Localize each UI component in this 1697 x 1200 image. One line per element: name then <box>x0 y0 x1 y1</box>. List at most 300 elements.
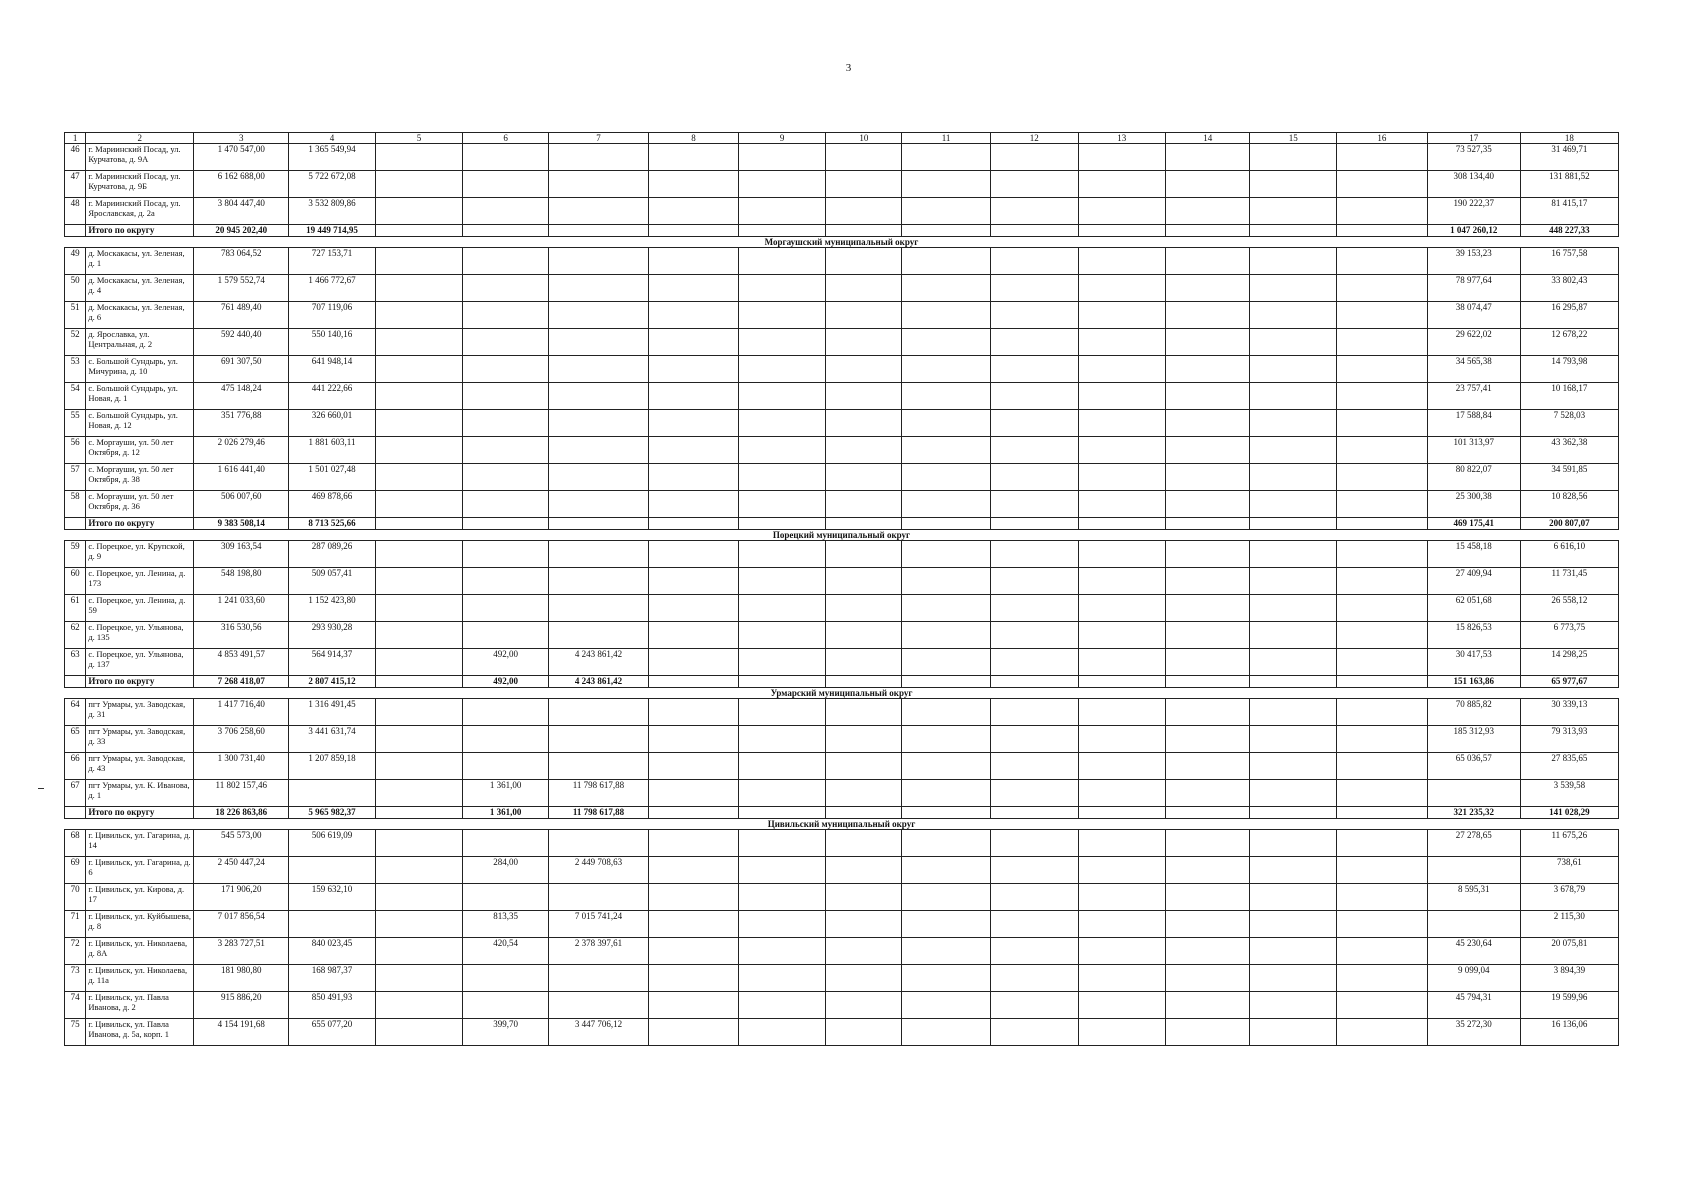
republic-budget-cell: 190 222,37 <box>1427 198 1520 225</box>
republic-budget-cell: 70 885,82 <box>1427 699 1520 726</box>
empty-cell <box>902 649 991 676</box>
empty-cell <box>902 676 991 688</box>
empty-cell <box>826 595 902 622</box>
empty-cell <box>1166 518 1250 530</box>
empty-cell <box>990 144 1078 171</box>
row-number: 46 <box>65 144 86 171</box>
row-number: 64 <box>65 699 86 726</box>
republic-budget-cell: 101 313,97 <box>1427 437 1520 464</box>
fund-cell: 469 878,66 <box>289 491 376 518</box>
row-number: 48 <box>65 198 86 225</box>
total-cost-cell: 181 980,80 <box>194 965 289 992</box>
empty-cell <box>826 225 902 237</box>
address-cell: с. Порецкое, ул. Ленина, д. 59 <box>86 595 194 622</box>
empty-cell <box>902 622 991 649</box>
area-cell <box>463 830 548 857</box>
empty-cell <box>1250 699 1337 726</box>
empty-cell <box>990 884 1078 911</box>
empty-cell <box>1166 171 1250 198</box>
area-cell <box>463 568 548 595</box>
republic-budget-cell: 45 230,64 <box>1427 938 1520 965</box>
address-cell: д. Москакасы, ул. Зеленая, д. 4 <box>86 275 194 302</box>
fund-cell: 5 965 982,37 <box>289 807 376 819</box>
empty-cell <box>1250 275 1337 302</box>
empty-cell <box>826 992 902 1019</box>
local-budget-cell: 16 295,87 <box>1520 302 1618 329</box>
cost-cell <box>548 464 648 491</box>
empty-cell <box>902 1019 991 1046</box>
empty-cell <box>1166 780 1250 807</box>
empty-cell <box>1166 275 1250 302</box>
empty-cell <box>375 649 463 676</box>
empty-cell <box>902 383 991 410</box>
area-cell <box>463 965 548 992</box>
empty-cell <box>1250 518 1337 530</box>
empty-cell <box>990 753 1078 780</box>
row-number: 55 <box>65 410 86 437</box>
table-row <box>65 830 1619 857</box>
cost-cell: 11 798 617,88 <box>548 780 648 807</box>
address-cell: пгт Урмары, ул. Заводская, д. 33 <box>86 726 194 753</box>
district-title: Моргаушский муниципальный округ <box>65 237 1619 248</box>
table-row <box>65 649 1619 676</box>
empty-cell <box>738 884 826 911</box>
table-row <box>65 884 1619 911</box>
empty-cell <box>990 437 1078 464</box>
total-cost-cell: 18 226 863,86 <box>194 807 289 819</box>
republic-budget-cell: 73 527,35 <box>1427 144 1520 171</box>
local-budget-cell: 19 599,96 <box>1520 992 1618 1019</box>
empty-cell <box>1078 857 1166 884</box>
empty-cell <box>1336 857 1427 884</box>
empty-cell <box>826 198 902 225</box>
empty-cell <box>649 541 739 568</box>
republic-budget-cell: 9 099,04 <box>1427 965 1520 992</box>
total-cost-cell: 351 776,88 <box>194 410 289 437</box>
empty-cell <box>738 938 826 965</box>
total-label: Итого по округу <box>86 676 194 688</box>
empty-cell <box>375 198 463 225</box>
empty-cell <box>1166 198 1250 225</box>
empty-cell <box>990 541 1078 568</box>
total-cost-cell: 2 026 279,46 <box>194 437 289 464</box>
empty-cell <box>375 965 463 992</box>
empty-cell <box>990 830 1078 857</box>
empty-cell <box>375 144 463 171</box>
row-number: 49 <box>65 248 86 275</box>
row-number: 54 <box>65 383 86 410</box>
empty-cell <box>1166 595 1250 622</box>
row-number: 71 <box>65 911 86 938</box>
area-cell <box>463 541 548 568</box>
empty-cell <box>649 437 739 464</box>
empty-cell <box>1336 699 1427 726</box>
local-budget-cell: 14 298,25 <box>1520 649 1618 676</box>
empty-cell <box>649 992 739 1019</box>
empty-cell <box>738 144 826 171</box>
empty-cell <box>738 649 826 676</box>
empty-cell <box>649 595 739 622</box>
republic-budget-cell: 80 822,07 <box>1427 464 1520 491</box>
total-cost-cell: 1 241 033,60 <box>194 595 289 622</box>
district-title: Урмарский муниципальный округ <box>65 688 1619 699</box>
table-row <box>65 437 1619 464</box>
total-cost-cell: 548 198,80 <box>194 568 289 595</box>
total-cost-cell: 1 417 716,40 <box>194 699 289 726</box>
republic-budget-cell: 35 272,30 <box>1427 1019 1520 1046</box>
district-section-row <box>65 819 1619 830</box>
empty-cell <box>375 568 463 595</box>
cost-cell <box>548 595 648 622</box>
area-cell <box>463 302 548 329</box>
empty-cell <box>990 225 1078 237</box>
area-cell <box>463 622 548 649</box>
table-row <box>65 275 1619 302</box>
empty-cell <box>738 491 826 518</box>
empty-cell <box>1078 753 1166 780</box>
empty-cell <box>375 676 463 688</box>
fund-cell: 3 441 631,74 <box>289 726 376 753</box>
fund-cell: 1 501 027,48 <box>289 464 376 491</box>
empty-cell <box>738 780 826 807</box>
empty-cell <box>1250 225 1337 237</box>
empty-cell <box>1250 992 1337 1019</box>
empty-cell <box>1336 356 1427 383</box>
republic-budget-cell <box>1427 780 1520 807</box>
empty-cell <box>375 464 463 491</box>
empty-cell <box>1336 676 1427 688</box>
cost-cell <box>548 144 648 171</box>
cost-cell <box>548 437 648 464</box>
empty-cell <box>826 699 902 726</box>
republic-budget-cell: 308 134,40 <box>1427 171 1520 198</box>
district-section-row <box>65 237 1619 248</box>
empty-cell <box>902 171 991 198</box>
district-section-row <box>65 530 1619 541</box>
empty-cell <box>1166 649 1250 676</box>
fund-cell: 550 140,16 <box>289 329 376 356</box>
empty-cell <box>1250 171 1337 198</box>
empty-cell <box>1078 248 1166 275</box>
empty-cell <box>1078 1019 1166 1046</box>
empty-cell <box>1336 225 1427 237</box>
total-cost-cell: 1 616 441,40 <box>194 464 289 491</box>
empty-cell <box>990 464 1078 491</box>
table-body <box>65 133 1619 1046</box>
address-cell: г. Цивильск, ул. Николаева, д. 11а <box>86 965 194 992</box>
row-number: 52 <box>65 329 86 356</box>
empty-cell <box>375 884 463 911</box>
empty-cell <box>1078 622 1166 649</box>
empty-cell <box>1250 491 1337 518</box>
empty-cell <box>1250 568 1337 595</box>
empty-cell <box>1166 938 1250 965</box>
district-total-row <box>65 225 1619 237</box>
empty-cell <box>1250 938 1337 965</box>
empty-cell <box>1336 437 1427 464</box>
empty-cell <box>738 965 826 992</box>
empty-cell <box>375 911 463 938</box>
total-cost-cell: 783 064,52 <box>194 248 289 275</box>
empty-cell <box>375 518 463 530</box>
empty-cell <box>1078 437 1166 464</box>
empty-cell <box>375 329 463 356</box>
fund-cell: 1 207 859,18 <box>289 753 376 780</box>
empty-cell <box>990 410 1078 437</box>
table-row <box>65 568 1619 595</box>
empty-cell <box>1078 965 1166 992</box>
empty-cell <box>738 198 826 225</box>
empty-cell <box>649 329 739 356</box>
table-row <box>65 595 1619 622</box>
empty-cell <box>826 726 902 753</box>
total-cost-cell: 545 573,00 <box>194 830 289 857</box>
cost-cell: 4 243 861,42 <box>548 676 648 688</box>
cost-cell <box>548 622 648 649</box>
empty-cell <box>1166 410 1250 437</box>
empty-cell <box>1336 595 1427 622</box>
area-cell: 284,00 <box>463 857 548 884</box>
column-number: 12 <box>990 133 1078 144</box>
empty-cell <box>826 383 902 410</box>
address-cell: с. Большой Сундырь, ул. Новая, д. 1 <box>86 383 194 410</box>
empty-cell <box>902 198 991 225</box>
column-number: 7 <box>548 133 648 144</box>
district-title: Порецкий муниципальный округ <box>65 530 1619 541</box>
empty-cell <box>375 1019 463 1046</box>
empty-cell <box>649 518 739 530</box>
total-cost-cell: 691 307,50 <box>194 356 289 383</box>
table-row <box>65 753 1619 780</box>
total-cost-cell: 7 268 418,07 <box>194 676 289 688</box>
republic-budget-cell: 45 794,31 <box>1427 992 1520 1019</box>
fund-cell: 1 881 603,11 <box>289 437 376 464</box>
empty-cell <box>1078 726 1166 753</box>
empty-cell <box>990 568 1078 595</box>
area-cell <box>463 726 548 753</box>
address-cell: г. Цивильск, ул. Куйбышева, д. 8 <box>86 911 194 938</box>
empty-cell <box>826 275 902 302</box>
total-cost-cell: 7 017 856,54 <box>194 911 289 938</box>
empty-cell <box>1250 649 1337 676</box>
cost-cell <box>548 726 648 753</box>
row-number: 63 <box>65 649 86 676</box>
empty-cell <box>1336 518 1427 530</box>
empty-cell <box>1166 726 1250 753</box>
address-cell: д. Москакасы, ул. Зеленая, д. 6 <box>86 302 194 329</box>
cost-cell <box>548 753 648 780</box>
empty-cell <box>375 992 463 1019</box>
total-cost-cell: 506 007,60 <box>194 491 289 518</box>
empty-cell <box>1250 437 1337 464</box>
local-budget-cell: 26 558,12 <box>1520 595 1618 622</box>
table-row <box>65 171 1619 198</box>
empty-cell <box>826 410 902 437</box>
area-cell <box>463 144 548 171</box>
table-row <box>65 938 1619 965</box>
empty-cell <box>738 437 826 464</box>
local-budget-cell: 738,61 <box>1520 857 1618 884</box>
area-cell <box>463 171 548 198</box>
empty-cell <box>1078 491 1166 518</box>
republic-budget-cell: 25 300,38 <box>1427 491 1520 518</box>
column-number: 13 <box>1078 133 1166 144</box>
empty-cell <box>65 807 86 819</box>
fund-cell: 641 948,14 <box>289 356 376 383</box>
local-budget-cell: 14 793,98 <box>1520 356 1618 383</box>
empty-cell <box>1166 437 1250 464</box>
table-row <box>65 965 1619 992</box>
total-cost-cell: 3 283 727,51 <box>194 938 289 965</box>
empty-cell <box>1336 938 1427 965</box>
empty-cell <box>649 144 739 171</box>
address-cell: г. Цивильск, ул. Гагарина, д. 14 <box>86 830 194 857</box>
address-cell: пгт Урмары, ул. Заводская, д. 43 <box>86 753 194 780</box>
empty-cell <box>1166 1019 1250 1046</box>
area-cell <box>463 329 548 356</box>
empty-cell <box>902 884 991 911</box>
area-cell: 399,70 <box>463 1019 548 1046</box>
local-budget-cell: 65 977,67 <box>1520 676 1618 688</box>
empty-cell <box>375 383 463 410</box>
local-budget-cell: 6 616,10 <box>1520 541 1618 568</box>
empty-cell <box>738 726 826 753</box>
empty-cell <box>738 911 826 938</box>
empty-cell <box>1336 491 1427 518</box>
local-budget-cell: 16 757,58 <box>1520 248 1618 275</box>
fund-cell <box>289 911 376 938</box>
empty-cell <box>990 275 1078 302</box>
address-cell: д. Ярославка, ул. Центральная, д. 2 <box>86 329 194 356</box>
cost-cell <box>548 356 648 383</box>
empty-cell <box>1078 518 1166 530</box>
empty-cell <box>990 992 1078 1019</box>
empty-cell <box>990 491 1078 518</box>
empty-cell <box>1250 753 1337 780</box>
empty-cell <box>375 807 463 819</box>
row-number: 58 <box>65 491 86 518</box>
local-budget-cell: 33 802,43 <box>1520 275 1618 302</box>
empty-cell <box>1336 911 1427 938</box>
empty-cell <box>902 356 991 383</box>
cost-cell: 3 447 706,12 <box>548 1019 648 1046</box>
empty-cell <box>902 911 991 938</box>
local-budget-cell: 34 591,85 <box>1520 464 1618 491</box>
empty-cell <box>902 541 991 568</box>
address-cell: г. Мариинский Посад, ул. Ярославская, д. 2а <box>86 198 194 225</box>
column-number: 10 <box>826 133 902 144</box>
empty-cell <box>649 726 739 753</box>
empty-cell <box>1336 275 1427 302</box>
empty-cell <box>1336 248 1427 275</box>
empty-cell <box>902 992 991 1019</box>
empty-cell <box>990 356 1078 383</box>
empty-cell <box>1078 464 1166 491</box>
total-label: Итого по округу <box>86 225 194 237</box>
table-row <box>65 329 1619 356</box>
local-budget-cell: 141 028,29 <box>1520 807 1618 819</box>
total-cost-cell: 20 945 202,40 <box>194 225 289 237</box>
empty-cell <box>826 965 902 992</box>
area-cell <box>463 992 548 1019</box>
total-cost-cell: 9 383 508,14 <box>194 518 289 530</box>
fund-cell: 655 077,20 <box>289 1019 376 1046</box>
empty-cell <box>1250 356 1337 383</box>
empty-cell <box>1250 676 1337 688</box>
empty-cell <box>738 329 826 356</box>
empty-cell <box>738 595 826 622</box>
empty-cell <box>826 676 902 688</box>
empty-cell <box>738 410 826 437</box>
empty-cell <box>738 1019 826 1046</box>
empty-cell <box>990 595 1078 622</box>
empty-cell <box>375 857 463 884</box>
empty-cell <box>375 595 463 622</box>
empty-cell <box>1166 464 1250 491</box>
local-budget-cell: 12 678,22 <box>1520 329 1618 356</box>
empty-cell <box>1336 780 1427 807</box>
total-cost-cell: 171 906,20 <box>194 884 289 911</box>
empty-cell <box>902 491 991 518</box>
empty-cell <box>65 518 86 530</box>
row-number: 69 <box>65 857 86 884</box>
fund-cell: 441 222,66 <box>289 383 376 410</box>
area-cell <box>463 753 548 780</box>
empty-cell <box>649 464 739 491</box>
empty-cell <box>1078 383 1166 410</box>
empty-cell <box>902 699 991 726</box>
empty-cell <box>738 518 826 530</box>
republic-budget-cell: 39 153,23 <box>1427 248 1520 275</box>
empty-cell <box>375 302 463 329</box>
empty-cell <box>902 410 991 437</box>
empty-cell <box>649 938 739 965</box>
empty-cell <box>826 541 902 568</box>
fund-cell <box>289 780 376 807</box>
empty-cell <box>902 965 991 992</box>
total-cost-cell: 4 154 191,68 <box>194 1019 289 1046</box>
empty-cell <box>902 568 991 595</box>
empty-cell <box>738 622 826 649</box>
empty-cell <box>1250 198 1337 225</box>
fund-cell: 293 930,28 <box>289 622 376 649</box>
empty-cell <box>375 726 463 753</box>
empty-cell <box>826 144 902 171</box>
empty-cell <box>1336 171 1427 198</box>
empty-cell <box>1078 144 1166 171</box>
empty-cell <box>1336 383 1427 410</box>
table-row <box>65 726 1619 753</box>
address-cell: с. Моргауши, ул. 50 лет Октября, д. 36 <box>86 491 194 518</box>
total-cost-cell: 1 470 547,00 <box>194 144 289 171</box>
fund-cell: 1 152 423,80 <box>289 595 376 622</box>
cost-cell <box>548 568 648 595</box>
empty-cell <box>738 699 826 726</box>
empty-cell <box>902 275 991 302</box>
total-cost-cell: 2 450 447,24 <box>194 857 289 884</box>
table-row <box>65 780 1619 807</box>
cost-cell: 2 449 708,63 <box>548 857 648 884</box>
empty-cell <box>375 225 463 237</box>
empty-cell <box>1166 329 1250 356</box>
republic-budget-cell: 185 312,93 <box>1427 726 1520 753</box>
empty-cell <box>1166 884 1250 911</box>
cost-cell <box>548 198 648 225</box>
address-cell: г. Цивильск, ул. Павла Иванова, д. 2 <box>86 992 194 1019</box>
empty-cell <box>826 780 902 807</box>
republic-budget-cell: 27 409,94 <box>1427 568 1520 595</box>
empty-cell <box>1078 676 1166 688</box>
